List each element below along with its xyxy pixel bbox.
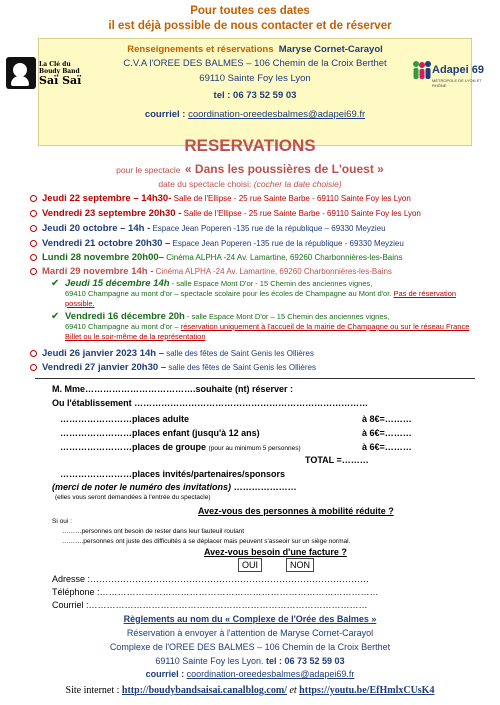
special-date-1 xyxy=(51,278,485,309)
contact-city: 69110 Sainte Foy les Lyon xyxy=(199,73,311,84)
date-option[interactable] xyxy=(30,348,314,359)
date-option[interactable] xyxy=(30,208,421,219)
venue-label: Cinéma ALPHA -24 Av. Lamartine, 69260 Charbonnières-les-Bains xyxy=(155,267,392,276)
group-price: à 6€=……… xyxy=(362,442,412,452)
phone-field[interactable]: Téléphone :………………………………………………………………………………… xyxy=(52,587,379,597)
adapei-sub: MÉTROPOLE DE LYON ET RHÔNE xyxy=(432,78,482,88)
special-date-label: Jeudi 15 décembre 14h xyxy=(65,278,170,289)
footer-city: 69110 Sainte Foy les Lyon. xyxy=(155,656,264,666)
adapei-logo xyxy=(418,60,498,94)
footer-org: Complexe de l'OREE DES BALMES – 106 Chemin de la Croix Berthet xyxy=(109,642,391,652)
venue-label: Salle de l'Ellipse - 25 rue Sainte Barbe - 69110 Sainte Foy les Lyon xyxy=(173,194,411,203)
contact-tel: tel : 06 73 52 59 03 xyxy=(213,90,297,101)
website-label: Site internet : xyxy=(65,685,120,696)
address-field[interactable]: Adresse :………………………………………………………………………………… xyxy=(52,574,370,584)
boudy-band-logo xyxy=(6,56,86,90)
date-option[interactable] xyxy=(30,238,404,249)
divider xyxy=(35,378,475,379)
mobility-question: Avez-vous des personnes à mobilité réduite ? xyxy=(198,506,394,516)
wheelchair-field[interactable]: ………personnes ont besoin de rester dans leur fauteuil roulant xyxy=(62,528,245,535)
child-price: à 6€=……… xyxy=(362,428,412,438)
radio-circle-icon[interactable] xyxy=(30,210,37,217)
date-choice-line xyxy=(0,179,500,189)
invoice-yes-option[interactable]: OUI xyxy=(238,558,262,572)
special-date-label: Vendredi 16 décembre 20h xyxy=(65,311,185,322)
date-option[interactable] xyxy=(30,252,402,263)
invoice-no-option[interactable]: NON xyxy=(286,558,314,572)
people-icon xyxy=(412,60,432,82)
contact-label: Renseignements et réservations xyxy=(127,44,274,55)
venue-label: Cinéma ALPHA -24 Av. Lamartine, 69260 Charbonnières-les-Bains xyxy=(166,253,403,262)
radio-circle-icon[interactable] xyxy=(30,195,37,202)
special-venue: - salle Espace Mont D'or – 15 Chemin des anciennes vignes, xyxy=(186,312,390,321)
adult-places-field[interactable]: ……………………places adulte xyxy=(60,414,190,424)
logo-left-line2: Boudy Band xyxy=(39,67,80,75)
header-line-1: Pour toutes ces dates xyxy=(190,5,310,17)
invitation-entry-note: (elles vous seront demandées à l'entrée du spectacle) xyxy=(55,494,211,501)
contact-email-link[interactable]: coordination-oreedesbalmes@adapei69.fr xyxy=(188,109,366,120)
date-option[interactable] xyxy=(30,266,392,277)
blog-link[interactable]: http://boudybandsaisai.canalblog.com/ xyxy=(121,685,287,696)
radio-circle-icon[interactable] xyxy=(30,364,37,371)
date-option[interactable] xyxy=(30,193,411,204)
date-label: Jeudi 22 septembre – 14h30- xyxy=(42,193,172,204)
contact-courriel-label: courriel : xyxy=(144,109,186,120)
special-note: réservation uniquement à l'accueil de la mairie de Champagne ou sur le réseau France Billet ou le soir-même de la représentation xyxy=(65,322,470,341)
special-desc: 69410 Champagne au mont d'or – xyxy=(65,322,179,331)
check-icon: ✔ xyxy=(51,311,60,322)
date-label: Jeudi 20 octobre – 14h - xyxy=(42,223,151,234)
email-field[interactable]: Courriel :………………………………………………………………………………… xyxy=(52,600,368,610)
group-hint: (pour au minimum 5 personnes) xyxy=(208,445,301,452)
group-label: ……………………places de groupe xyxy=(60,442,207,452)
check-icon: ✔ xyxy=(51,278,60,289)
adult-price: à 8€=……… xyxy=(362,414,412,424)
radio-circle-icon[interactable] xyxy=(30,240,37,247)
website-line xyxy=(0,685,500,696)
mobility-difficulty-field[interactable]: ……….personnes ont juste des difficultés à se déplacer mais peuvent s'asseoir sur un siège normal. xyxy=(62,538,351,545)
date-option[interactable] xyxy=(30,223,386,234)
date-label: Vendredi 23 septembre 20h30 - xyxy=(42,208,182,219)
date-choice-hint: (cocher la date choisie) xyxy=(253,179,342,189)
special-date-2 xyxy=(51,311,485,342)
venue-label: salle des fêtes de Saint Genis les Ollières xyxy=(166,349,314,358)
child-places-field[interactable]: ……………………places enfant (jusqu'à 12 ans) xyxy=(60,428,260,438)
footer-tel: tel : 06 73 52 59 03 xyxy=(266,656,345,666)
invoice-question: Avez-vous besoin d'une facture ? xyxy=(204,547,347,557)
special-desc: 69410 Champagne au mont d'or – spectacle scolaire pour les écoles de Champagne au Mont d'or. xyxy=(65,289,392,298)
radio-circle-icon[interactable] xyxy=(30,254,37,261)
footer-email-link[interactable]: coordination-oreedesbalmes@adapei69.fr xyxy=(186,669,355,679)
venue-label: Espace Jean Poperen -135 rue de la république - 69330 Meyzieu xyxy=(172,239,404,248)
invitation-note xyxy=(52,482,297,492)
performer-icon xyxy=(6,57,36,89)
logo-left-line3: Saï Saï xyxy=(39,73,82,87)
name-field[interactable]: M. Mme……………………………….souhaite (nt) réserver : xyxy=(52,384,294,394)
payment-note: Règlements au nom du « Complexe de l'Orée des Balmes » xyxy=(123,614,377,624)
date-label: Vendredi 21 octobre 20h30 – xyxy=(42,238,171,249)
venue-label: Espace Jean Poperen -135 rue de la république – 69330 Meyzieu xyxy=(152,224,386,233)
footer-city-line xyxy=(0,656,500,666)
show-line xyxy=(0,160,500,178)
send-note: Réservation à envoyer à l'attention de Maryse Cornet-Carayol xyxy=(126,628,374,638)
invitation-number-field[interactable]: ………………… xyxy=(233,482,297,492)
date-label: Lundi 28 novembre 20h00– xyxy=(42,252,164,263)
header-line-2: il est déjà possible de nous contacter et de réserver xyxy=(108,20,392,32)
adapei-name: Adapei 69 xyxy=(432,64,484,76)
logo-left-line1: La Clé du xyxy=(39,60,71,68)
if-yes-label: Si oui : xyxy=(52,518,72,525)
guest-places-field[interactable]: ……………………places invités/partenaires/sponsors xyxy=(60,469,286,479)
venue-label: Salle de l'Ellipse - 25 rue Sainte Barbe - 69110 Sainte Foy les Lyon xyxy=(183,209,421,218)
invitation-hint: (merci de noter le numéro des invitations) xyxy=(52,482,232,492)
date-label: Jeudi 26 janvier 2023 14h – xyxy=(42,348,164,359)
date-label: Mardi 29 novembre 14h - xyxy=(42,266,154,277)
footer-email-line xyxy=(0,669,500,679)
page-title: RESERVATIONS xyxy=(184,136,316,155)
establishment-field[interactable]: Ou l'établissement …………………………………………………………………… xyxy=(52,398,369,408)
group-places-field[interactable] xyxy=(60,442,301,452)
radio-circle-icon[interactable] xyxy=(30,268,37,275)
footer-courriel-label: courriel : xyxy=(145,669,185,679)
date-option[interactable] xyxy=(30,362,316,373)
website-and: et xyxy=(289,685,297,696)
special-venue: - salle Espace Mont D'or - 15 Chemin des anciennes vignes, xyxy=(171,279,373,288)
date-choice-label: date du spectacle choisi: xyxy=(158,179,252,189)
show-name: « Dans les poussières de L'ouest » xyxy=(184,162,384,176)
contact-box xyxy=(38,38,472,146)
show-prefix: pour le spectacle xyxy=(116,165,181,175)
total-field[interactable]: TOTAL =……… xyxy=(305,455,369,465)
venue-label: salle des fêtes de Saint Genis les Ollières xyxy=(168,363,316,372)
youtube-link[interactable]: https://youtu.be/EfHmlxCUsK4 xyxy=(299,685,435,696)
contact-name: Maryse Cornet-Carayol xyxy=(278,44,383,55)
radio-circle-icon[interactable] xyxy=(30,225,37,232)
date-label: Vendredi 27 janvier 20h30 – xyxy=(42,362,167,373)
special-note: Pas de réservation possible. xyxy=(65,289,457,308)
radio-circle-icon[interactable] xyxy=(30,350,37,357)
contact-org: C.V.A l'OREE DES BALMES – 106 Chemin de la Croix Berthet xyxy=(123,58,387,69)
